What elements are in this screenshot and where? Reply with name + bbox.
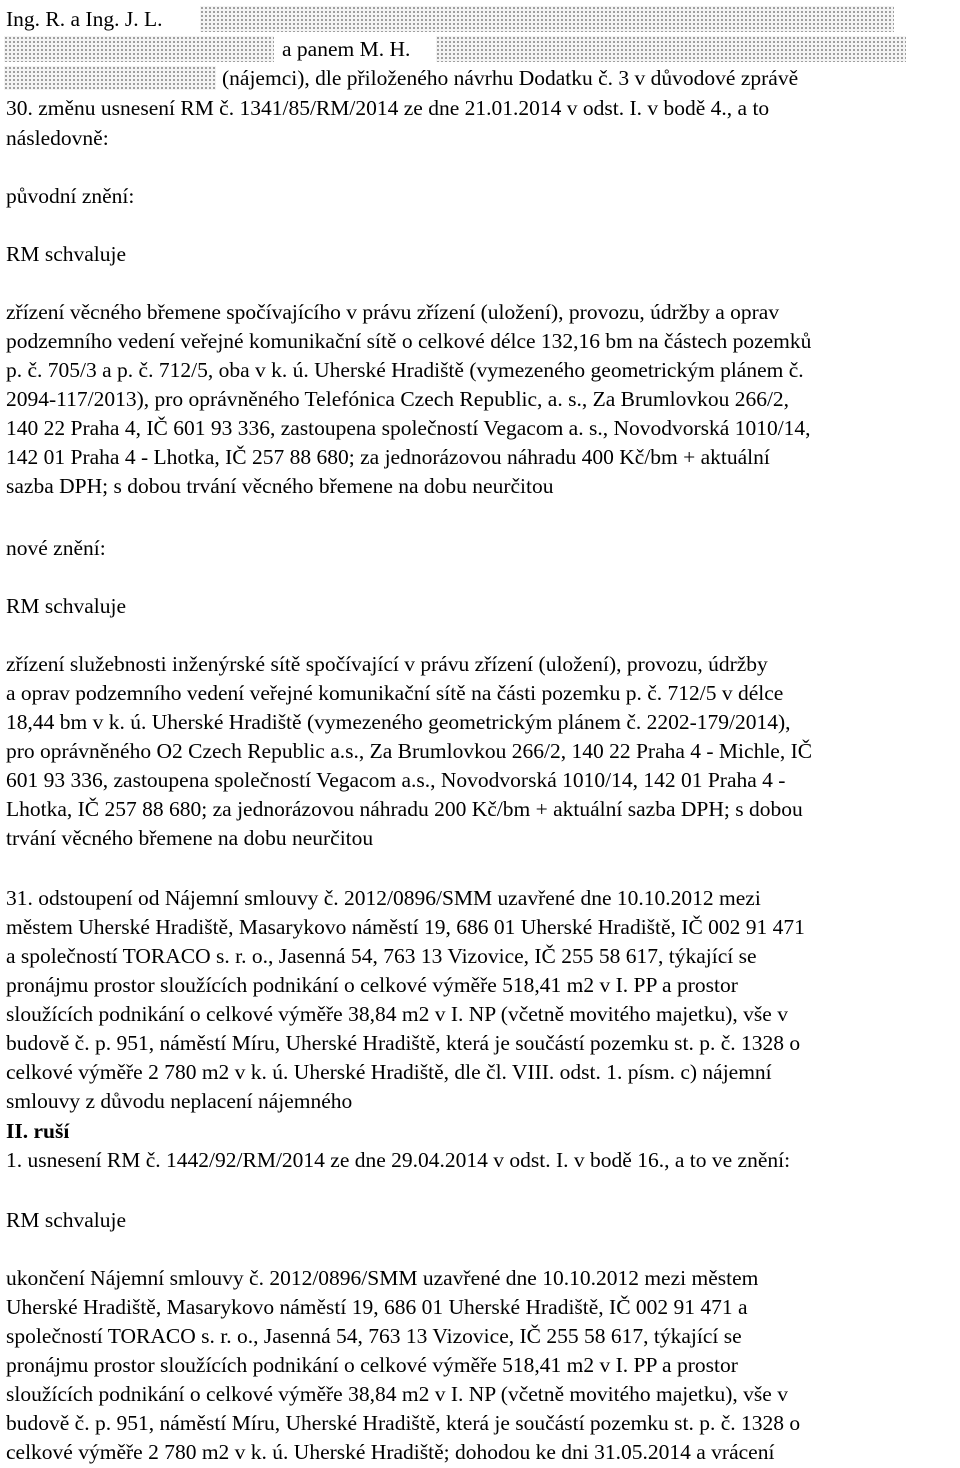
item-ii-1: 1. usnesení RM č. 1442/92/RM/2014 ze dne 29.04.2014 v odst. I. v bodě 16., a to ve znění: [6, 1148, 791, 1172]
header-line-2: a panem M. H. [282, 37, 411, 61]
text-line: pronájmu prostor sloužících podnikání o celkové výměře 518,41 m2 v I. PP a prostor [6, 1353, 738, 1377]
text-line: smlouvy z důvodu neplacení nájemného [6, 1089, 353, 1113]
text-line: 601 93 336, zastoupena společností Vegacom a.s., Novodvorská 1010/14, 142 01 Praha 4 - [6, 768, 786, 792]
text-line: Uherské Hradiště, Masarykovo náměstí 19, 686 01 Uherské Hradiště, IČ 002 91 471 a [6, 1295, 748, 1319]
redaction-block [4, 64, 216, 92]
text-line: 2094-117/2013), pro oprávněného Telefónica Czech Republic, a. s., Za Brumlovkou 266/2, [6, 387, 790, 411]
text-line: zřízení věcného břemene spočívajícího v právu zřízení (uložení), provozu, údržby a oprav [6, 300, 780, 324]
text-line: budově č. p. 951, náměstí Míru, Uherské Hradiště, která je součástí pozemku st. p. č. 1328 o [6, 1411, 801, 1435]
original-label: původní znění: [6, 184, 135, 208]
text-line: zřízení služebnosti inženýrské sítě spočívající v právu zřízení (uložení), provozu, údržby [6, 652, 768, 676]
redaction-block [436, 34, 906, 64]
text-line: 142 01 Praha 4 - Lhotka, IČ 257 88 680; za jednorázovou náhradu 400 Kč/bm + aktuální [6, 445, 770, 469]
header-line-4: 30. změnu usnesení RM č. 1341/85/RM/2014 ze dne 21.01.2014 v odst. I. v bodě 4., a to [6, 96, 770, 120]
text-line: městem Uherské Hradiště, Masarykovo náměstí 19, 686 01 Uherské Hradiště, IČ 002 91 471 [6, 915, 805, 939]
text-line: sloužících podnikání o celkové výměře 38,84 m2 v I. NP (včetně movitého majetku), vše v [6, 1002, 788, 1026]
text-line: 18,44 bm v k. ú. Uherské Hradiště (vymezeného geometrickým plánem č. 2202-179/2014), [6, 710, 791, 734]
rm-schvaluje-1: RM schvaluje [6, 242, 127, 266]
text-line: celkové výměře 2 780 m2 v k. ú. Uherské Hradiště, dle čl. VIII. odst. 1. písm. c) nájemní [6, 1060, 772, 1084]
header-line-5: následovně: [6, 126, 109, 150]
text-line: ukončení Nájemní smlouvy č. 2012/0896/SMM uzavřené dne 10.10.2012 mezi městem [6, 1266, 759, 1290]
redaction-block [4, 34, 274, 64]
text-line: sazba DPH; s dobou trvání věcného břemene na dobu neurčitou [6, 474, 554, 498]
text-line: a společností TORACO s. r. o., Jasenná 54, 763 13 Vizovice, IČ 255 58 617, týkající se [6, 944, 757, 968]
text-line: 31. odstoupení od Nájemní smlouvy č. 2012/0896/SMM uzavřené dne 10.10.2012 mezi [6, 886, 761, 910]
section-heading-ii: II. ruší [6, 1119, 70, 1143]
redaction-block [200, 4, 894, 34]
header-line-1: Ing. R. a Ing. J. L. [6, 7, 163, 31]
text-line: pronájmu prostor sloužících podnikání o celkové výměře 518,41 m2 v I. PP a prostor [6, 973, 738, 997]
text-line: a oprav podzemního vedení veřejné komunikační sítě na části pozemku p. č. 712/5 v délce [6, 681, 784, 705]
rm-schvaluje-2: RM schvaluje [6, 594, 127, 618]
text-line: celkové výměře 2 780 m2 v k. ú. Uherské Hradiště; dohodou ke dni 31.05.2014 a vrácení [6, 1440, 775, 1464]
text-line: Lhotka, IČ 257 88 680; za jednorázovou náhradu 200 Kč/bm + aktuální sazba DPH; s dobou [6, 797, 803, 821]
text-line: budově č. p. 951, náměstí Míru, Uherské Hradiště, která je součástí pozemku st. p. č. 1328 o [6, 1031, 801, 1055]
text-line: společností TORACO s. r. o., Jasenná 54, 763 13 Vizovice, IČ 255 58 617, týkající se [6, 1324, 742, 1348]
header-line-3: (nájemci), dle přiloženého návrhu Dodatku č. 3 v důvodové zprávě [222, 66, 799, 90]
text-line: 140 22 Praha 4, IČ 601 93 336, zastoupena společností Vegacom a. s., Novodvorská 1010/14, [6, 416, 811, 440]
text-line: trvání věcného břemene na dobu neurčitou [6, 826, 374, 850]
text-line: p. č. 705/3 a p. č. 712/5, oba v k. ú. Uherské Hradiště (vymezeného geometrickým plánem č. [6, 358, 804, 382]
text-line: podzemního vedení veřejné komunikační sítě o celkové délce 132,16 bm na částech pozemků [6, 329, 812, 353]
new-label: nové znění: [6, 536, 106, 560]
text-line: pro oprávněného O2 Czech Republic a.s., Za Brumlovkou 266/2, 140 22 Praha 4 - Michle, IČ [6, 739, 813, 763]
text-line: sloužících podnikání o celkové výměře 38,84 m2 v I. NP (včetně movitého majetku), vše v [6, 1382, 788, 1406]
rm-schvaluje-3: RM schvaluje [6, 1208, 127, 1232]
